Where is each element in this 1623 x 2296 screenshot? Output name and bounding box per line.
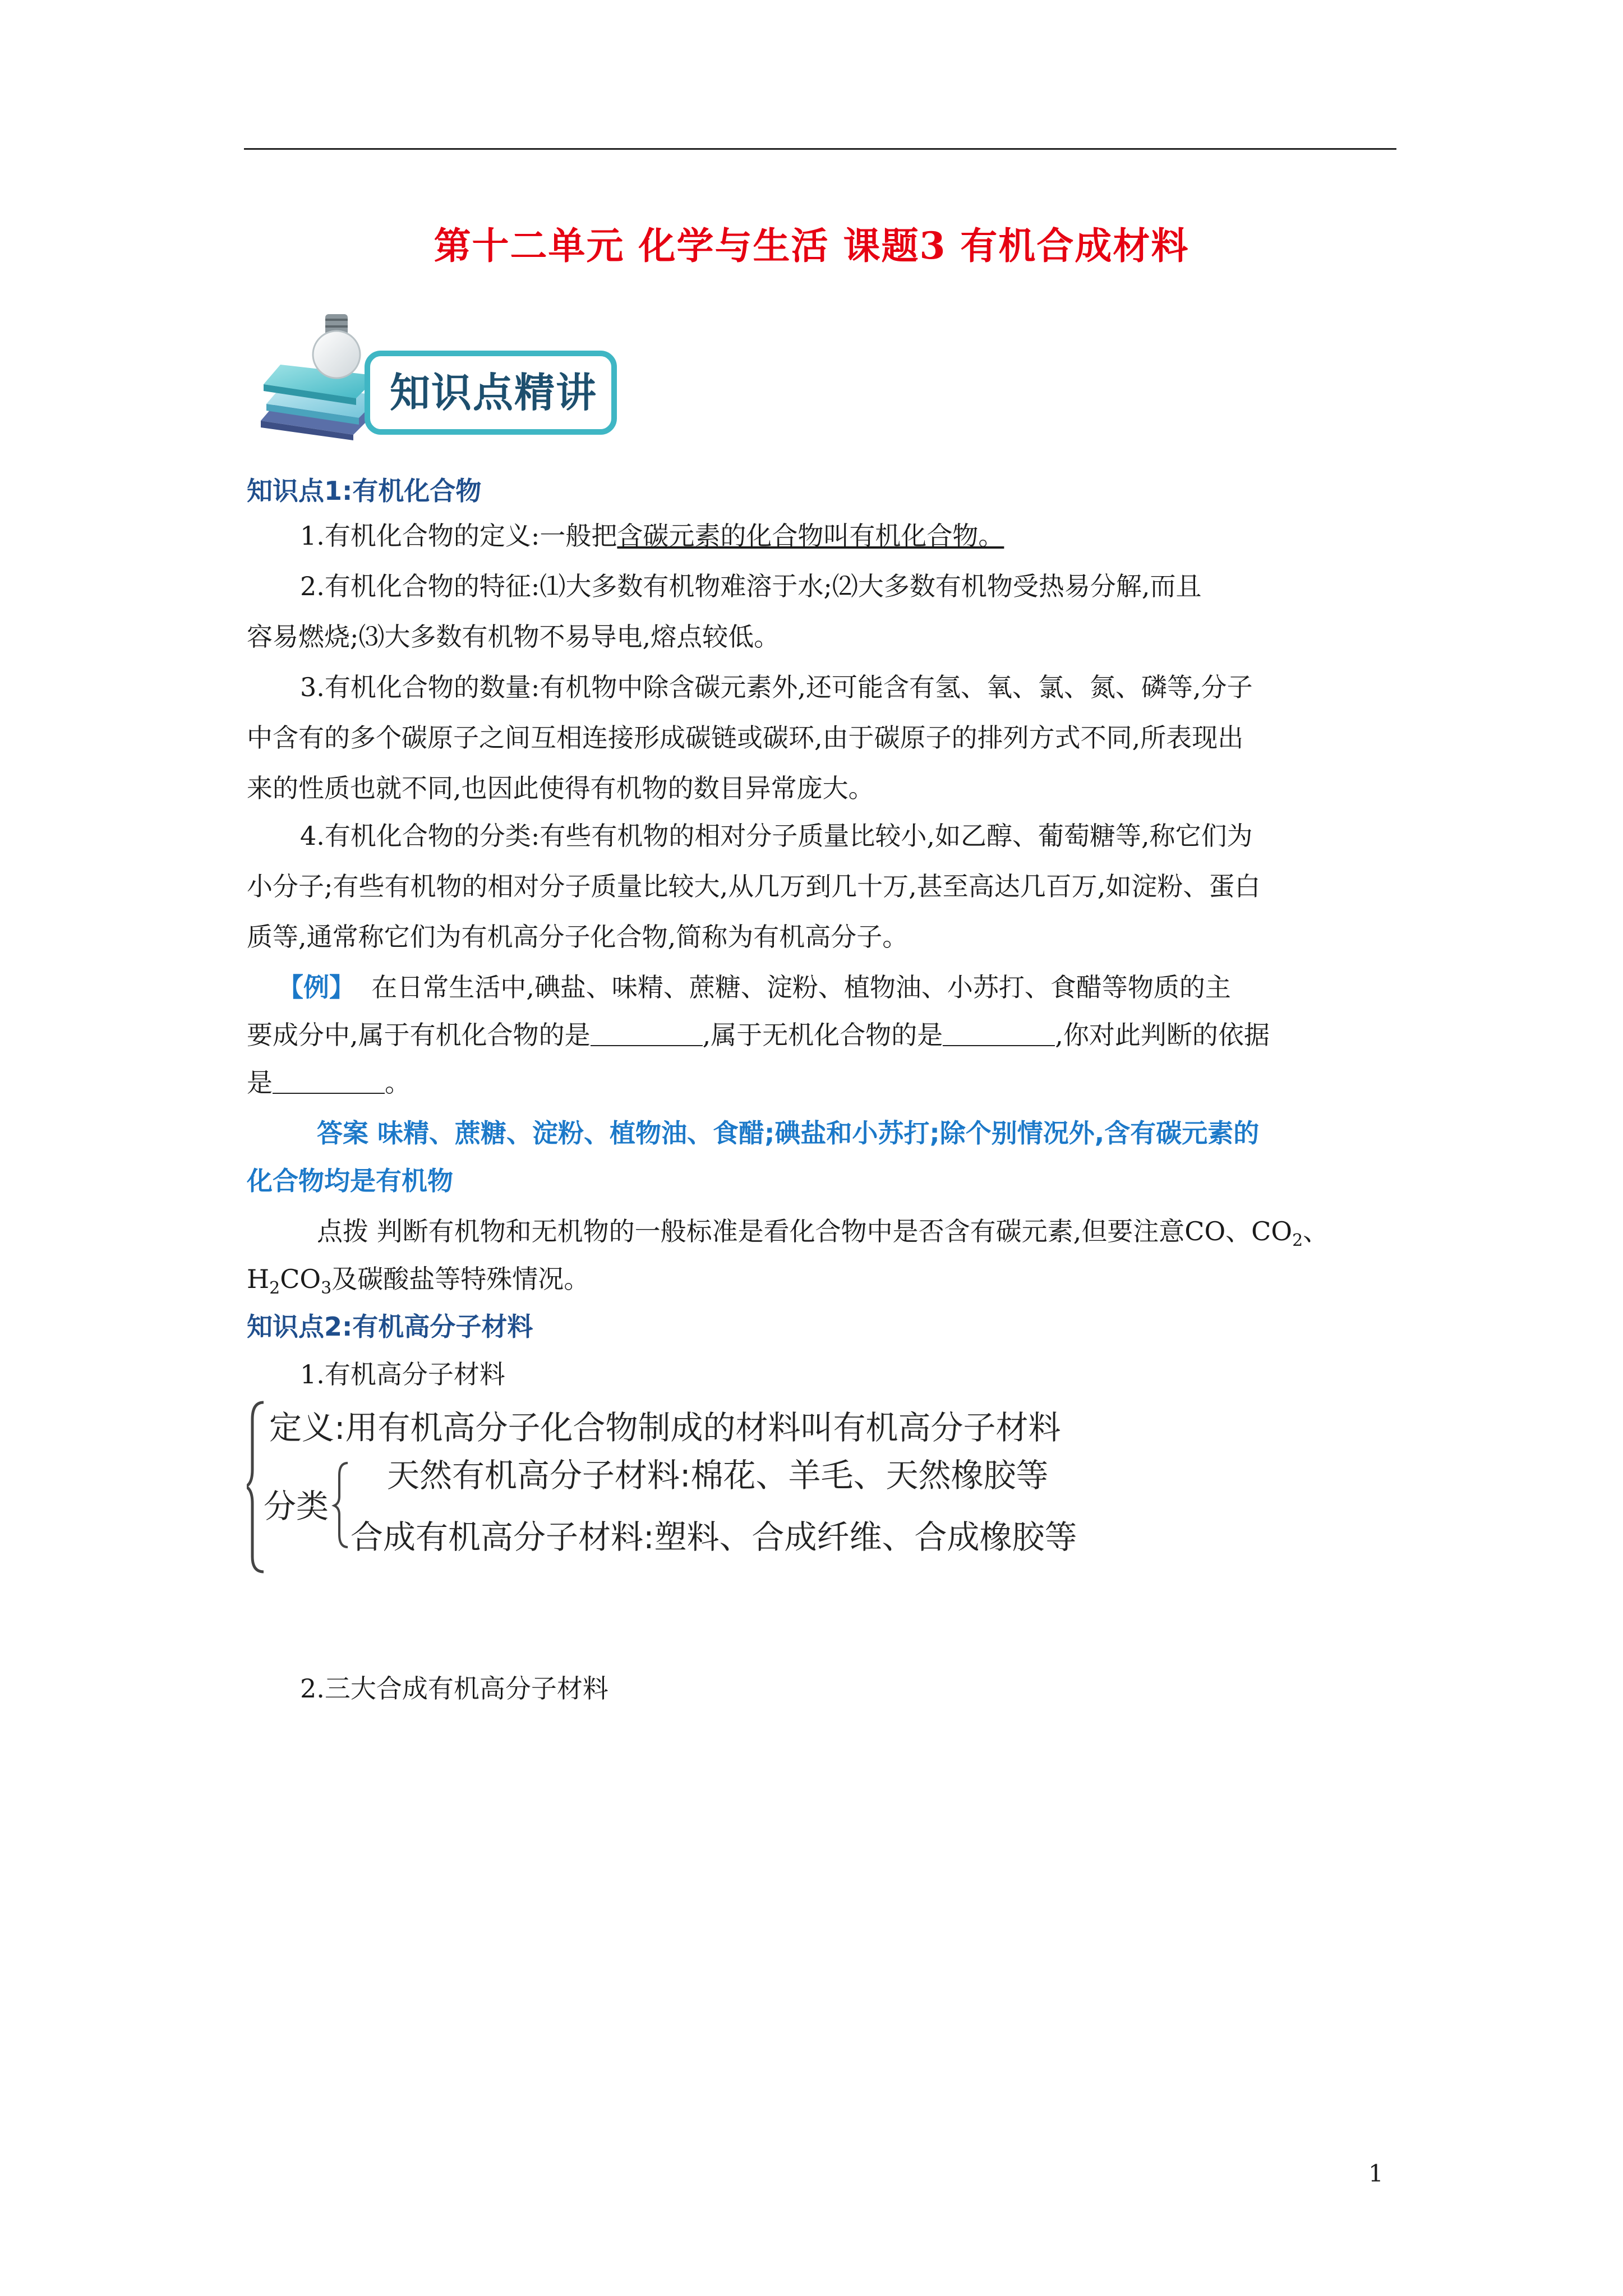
header-rule: [244, 148, 1396, 150]
tip-line-2: [247, 1262, 589, 1305]
tip-line-1: [317, 1214, 1329, 1258]
formula-sub-1: 2: [269, 1278, 280, 1299]
quantity-line-2: 中含有的多个碳原子之间互相连接形成碳链或碳环,由于碳原子的排列方式不同,所表现出: [247, 723, 1244, 753]
page-number: 1: [1368, 2160, 1384, 2187]
classification-line-2: 小分子;有些有机物的相对分子质量比较大,从几万到几十万,甚至高达几百万,如淀粉、蛋白: [247, 871, 1261, 901]
definition-underlined: 含碳元素的化合物叫有机化合物。: [617, 521, 1004, 551]
example-text-a: 要成分中,属于有机化合物的是: [247, 1020, 591, 1050]
features-line-1: 2.有机化合物的特征:⑴大多数有机物难溶于水;⑵大多数有机物受热易分解,而且: [300, 571, 1202, 601]
definition-text: 1.有机化合物的定义:一般把: [300, 521, 617, 551]
quantity-line-3: 来的性质也就不同,也因此使得有机物的数目异常庞大。: [247, 773, 874, 803]
answer-line-2: 化合物均是有机物: [247, 1166, 453, 1196]
section2-item-1: 1.有机高分子材料: [300, 1359, 505, 1389]
answer-blank-3[interactable]: [273, 1070, 385, 1094]
example-text-e: 。: [385, 1068, 411, 1098]
figure-class-label: 分类: [264, 1487, 329, 1525]
section1-heading: 知识点1:有机化合物: [247, 476, 482, 506]
formula-co: CO: [280, 1264, 321, 1294]
classification-line-3: 质等,通常称它们为有机高分子化合物,简称为有机高分子。: [247, 922, 909, 952]
tip-text: 点拨 判断有机物和无机物的一般标准是看化合物中是否含有碳元素,但要注意CO、CO: [317, 1216, 1293, 1246]
example-line-2: [247, 1018, 1270, 1052]
tip-text-rest: 及碳酸盐等特殊情况。: [331, 1264, 590, 1294]
knowledge-badge: [255, 292, 625, 443]
badge-label: 知识点精讲: [389, 369, 597, 416]
definition-paragraph: [300, 519, 1004, 553]
classification-figure: [247, 1397, 1144, 1576]
page-title: 第十二单元 化学与生活 课题3 有机合成材料: [434, 224, 1189, 268]
quantity-line-1: 3.有机化合物的数量:有机物中除含碳元素外,还可能含有氢、氧、氯、氮、磷等,分子: [300, 672, 1253, 702]
example-text-c: ,你对此判断的依据: [1055, 1020, 1270, 1050]
example-text: 在日常生活中,碘盐、味精、蔗糖、淀粉、植物油、小苏打、食醋等物质的主: [371, 972, 1231, 1002]
tip-subscript: 2: [1292, 1231, 1303, 1251]
formula-h: H: [247, 1264, 270, 1294]
section2-item-2: 2.三大合成有机高分子材料: [300, 1673, 608, 1704]
answer-line-1: 答案 味精、蔗糖、淀粉、植物油、食醋;碘盐和小苏打;除个别情况外,含有碳元素的: [317, 1118, 1260, 1148]
classification-line-1: 4.有机化合物的分类:有些有机物的相对分子质量比较小,如乙醇、葡萄糖等,称它们为: [300, 821, 1253, 851]
figure-synthetic: 合成有机高分子材料:塑料、合成纤维、合成橡胶等: [351, 1518, 1077, 1556]
example-text-b: ,属于无机化合物的是: [702, 1020, 943, 1050]
example-tag: 【例】: [278, 972, 355, 1002]
example-line-3: [247, 1066, 411, 1099]
figure-natural: 天然有机高分子材料:棉花、羊毛、天然橡胶等: [387, 1456, 1049, 1494]
figure-definition: 定义:用有机高分子化合物制成的材料叫有机高分子材料: [269, 1409, 1061, 1447]
formula-sub-2: 3: [321, 1278, 332, 1299]
example-line-1: [278, 970, 1231, 1004]
features-line-2: 容易燃烧;⑶大多数有机物不易导电,熔点较低。: [247, 622, 780, 652]
answer-blank-2[interactable]: [943, 1023, 1055, 1046]
answer-blank-1[interactable]: [591, 1023, 703, 1046]
tip-text-end: 、: [1303, 1216, 1329, 1246]
example-text-d: 是: [247, 1068, 273, 1098]
section2-heading: 知识点2:有机高分子材料: [247, 1312, 533, 1342]
